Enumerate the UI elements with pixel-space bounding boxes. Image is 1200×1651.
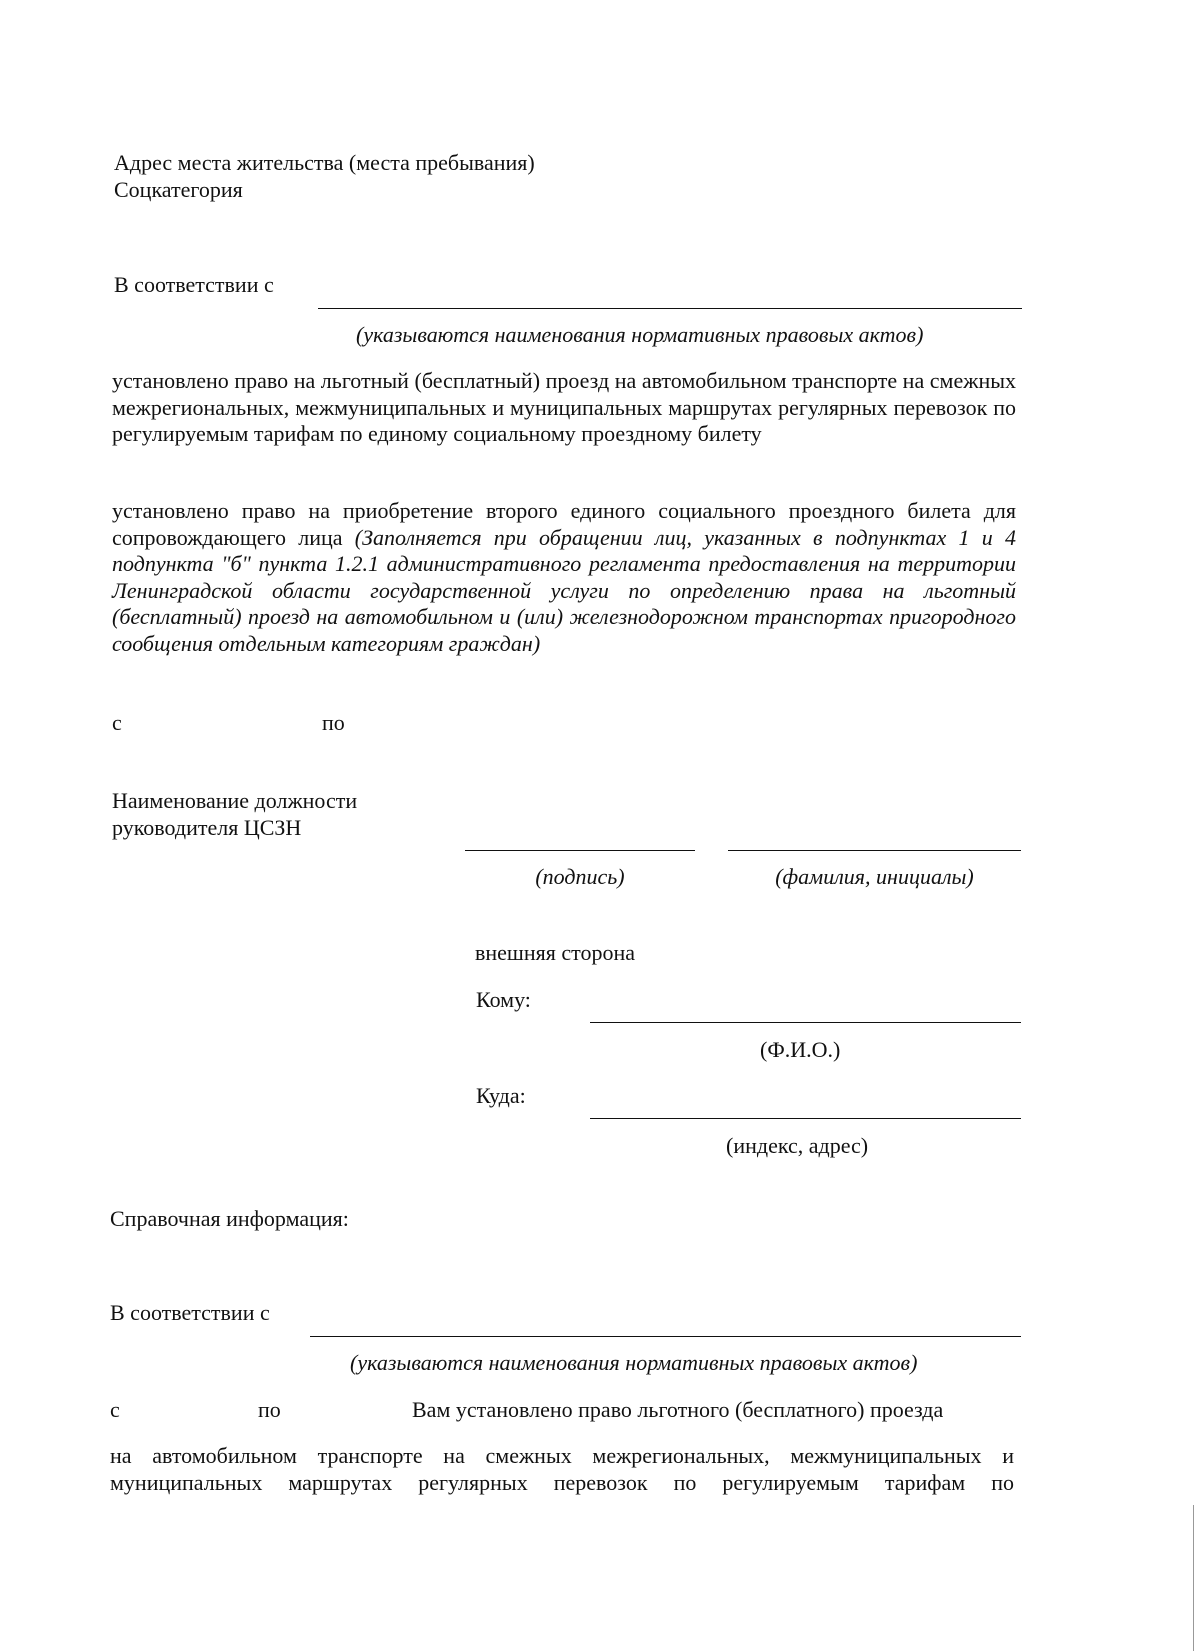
period2-to-label: по bbox=[258, 1397, 281, 1422]
position-title-line1: Наименование должности bbox=[112, 788, 358, 813]
basis-acts-caption: (указываются наименования нормативных правовых актов) bbox=[356, 322, 924, 347]
signature-line[interactable] bbox=[465, 850, 695, 851]
second-ticket-text: установлено право на приобретение второго единого социального проездного билета для сопровождающего лица bbox=[112, 498, 1016, 550]
category-label: Соцкатегория bbox=[114, 177, 243, 202]
position-title-line2: руководителя ЦСЗН bbox=[112, 815, 302, 840]
period2-from-label: с bbox=[110, 1397, 120, 1422]
second-ticket-note: (Заполняется при обращении лиц, указанных в подпунктах 1 и 4 подпункта "б" пункта 1.2.1 административного регламента предоставления на территории Ленинградской области государственной услуги по определению права на льготный (бесплатный) проезд на автомобильном и (или) железнодорожном транспортах пригородного сообщения отдельным категориям граждан) bbox=[112, 524, 1017, 656]
recipient-name-line[interactable] bbox=[590, 1022, 1021, 1023]
period-to-label: по bbox=[322, 710, 345, 735]
to-label: Кому: bbox=[476, 987, 531, 1012]
right-paragraph: установлено право на льготный (бесплатный) проезд на автомобильном транспорте на смежных межрегиональных, межмуниципальных и муниципальных маршрутах регулярных перевозок по регулируемым тарифам по единому социальному проездному билету bbox=[112, 368, 1016, 446]
basis2-acts-caption: (указываются наименования нормативных правовых актов) bbox=[350, 1350, 918, 1375]
name-initials-line[interactable] bbox=[728, 850, 1021, 851]
basis2-prefix: В соответствии с bbox=[110, 1300, 270, 1325]
basis-acts-line[interactable] bbox=[318, 308, 1022, 309]
signature-caption: (подпись) bbox=[535, 864, 625, 889]
recipient-name-caption: (Ф.И.О.) bbox=[760, 1037, 841, 1062]
recipient-address-caption: (индекс, адрес) bbox=[726, 1133, 869, 1158]
scan-page-edge bbox=[1193, 1505, 1194, 1651]
period-from-label: с bbox=[112, 710, 122, 735]
final-paragraph-line2: муниципальных маршрутах регулярных перевозок по регулируемым тарифам по bbox=[110, 1470, 1014, 1495]
basis-prefix: В соответствии с bbox=[114, 272, 274, 297]
final-paragraph-line1: на автомобильном транспорте на смежных межрегиональных, межмуниципальных и bbox=[110, 1443, 1014, 1468]
reference-label: Справочная информация: bbox=[110, 1206, 349, 1231]
recipient-address-line[interactable] bbox=[590, 1118, 1021, 1119]
address-label: Адрес места жительства (места пребывания) bbox=[114, 150, 535, 175]
period2-text: Вам установлено право льготного (бесплатного) проезда bbox=[412, 1397, 944, 1422]
where-label: Куда: bbox=[476, 1083, 526, 1108]
second-ticket-paragraph bbox=[112, 498, 1016, 657]
basis2-acts-line[interactable] bbox=[310, 1336, 1021, 1337]
name-initials-caption: (фамилия, инициалы) bbox=[775, 864, 974, 889]
outer-side-title: внешняя сторона bbox=[475, 940, 636, 965]
